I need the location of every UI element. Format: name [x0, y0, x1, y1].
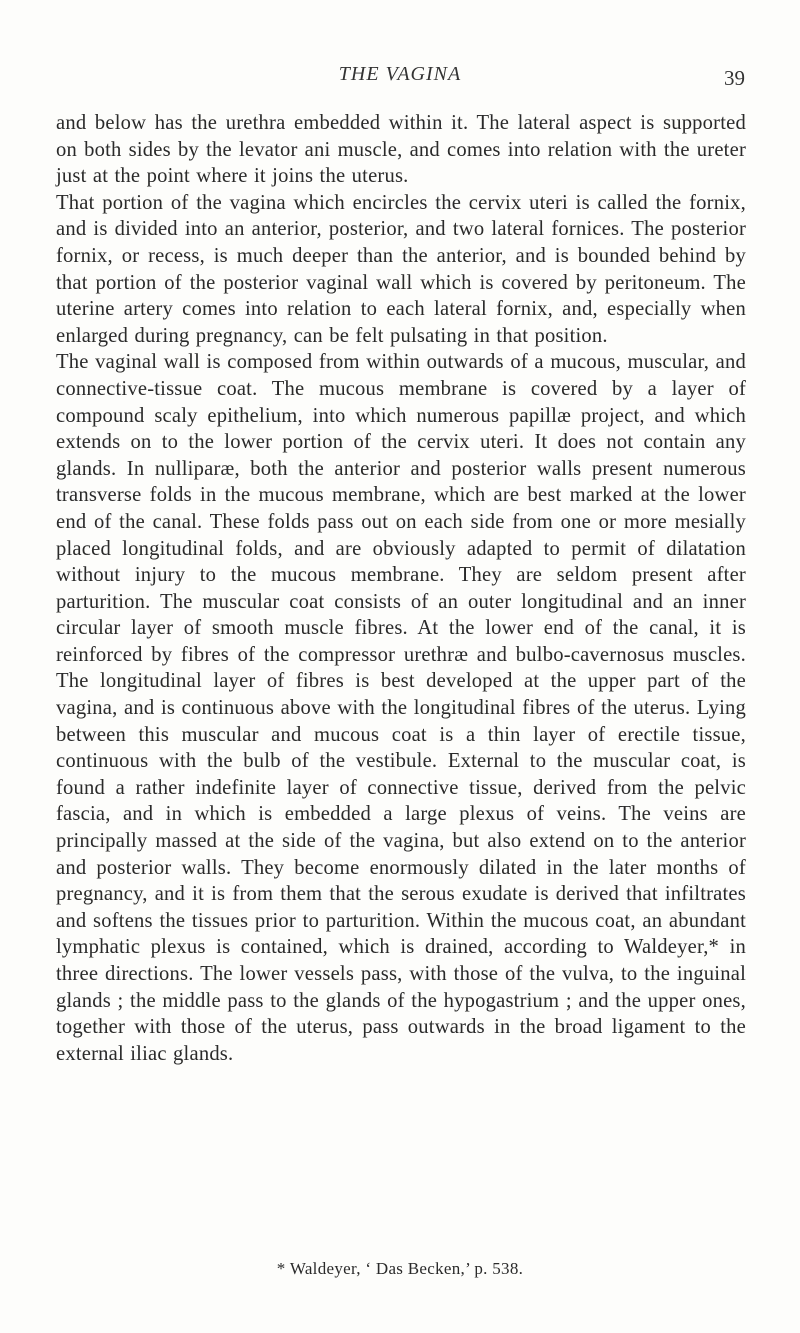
paragraph-continuation: and below has the urethra embedded within it. The lateral aspect is supported on both sides by the levator ani muscle, and comes into relation with the ureter just at the point where it joins the uterus.	[56, 112, 746, 188]
running-title: THE VAGINA	[338, 63, 462, 85]
paragraph-fornix: That portion of the vagina which encircles the cervix uteri is called the fornix, and is divided into an anterior, posterior, and two lateral fornices. The posterior fornix, or recess, is much deeper than the anterior, and is bounded behind by that portion of the posterior vaginal wall which is covered by peritoneum. The uterine artery comes into relation to each lateral fornix, and, especially when enlarged during pregnancy, can be felt pulsating in that position.	[56, 191, 746, 347]
page-number: 39	[724, 66, 745, 90]
body-text	[56, 110, 746, 1067]
paragraph-vaginal-wall: The vaginal wall is composed from within outwards of a mucous, muscular, and connective-tissue coat. The mucous membrane is covered by a layer of compound scaly epithelium, into which numerous papillæ project, and which extends on to the lower portion of the cervix uteri. It does not contain any glands. In nulliparæ, both the anterior and posterior walls present numerous transverse folds in the mucous membrane, which are best marked at the lower end of the canal. These folds pass out on each side from one or more mesially placed longitudinal folds, and are obviously adapted to permit of dilatation without injury to the mucous membrane. They are seldom present after parturition. The muscular coat consists of an outer longitudinal and an inner circular layer of smooth muscle fibres. At the lower end of the canal, it is reinforced by fibres of the compressor urethræ and bulbo-cavernosus muscles. The longitudinal layer of fibres is best developed at the upper part of the vagina, and is continuous above with the longitudinal fibres of the uterus. Lying between this muscular and mucous coat is a thin layer of erectile tissue, continuous with the bulb of the vestibule. External to the muscular coat, is found a rather indefinite layer of connective tissue, derived from the pelvic fascia, and in which is embedded a large plexus of veins. The veins are principally massed at the side of the vagina, but also extend on to the anterior and posterior walls. They become enormously dilated in the later months of pregnancy, and it is from them that the serous exudate is derived that infiltrates and softens the tissues prior to parturition. Within the mucous coat, an abundant lymphatic plexus is contained, which is drained, according to Waldeyer,* in three directions. The lower vessels pass, with those of the vulva, to the inguinal glands ; the middle pass to the glands of the hypogastrium ; and the upper ones, together with those of the uterus, pass outwards in the broad ligament to the external iliac glands.	[56, 351, 746, 1065]
footnote: * Waldeyer, ‘ Das Becken,’ p. 538.	[276, 1259, 524, 1278]
